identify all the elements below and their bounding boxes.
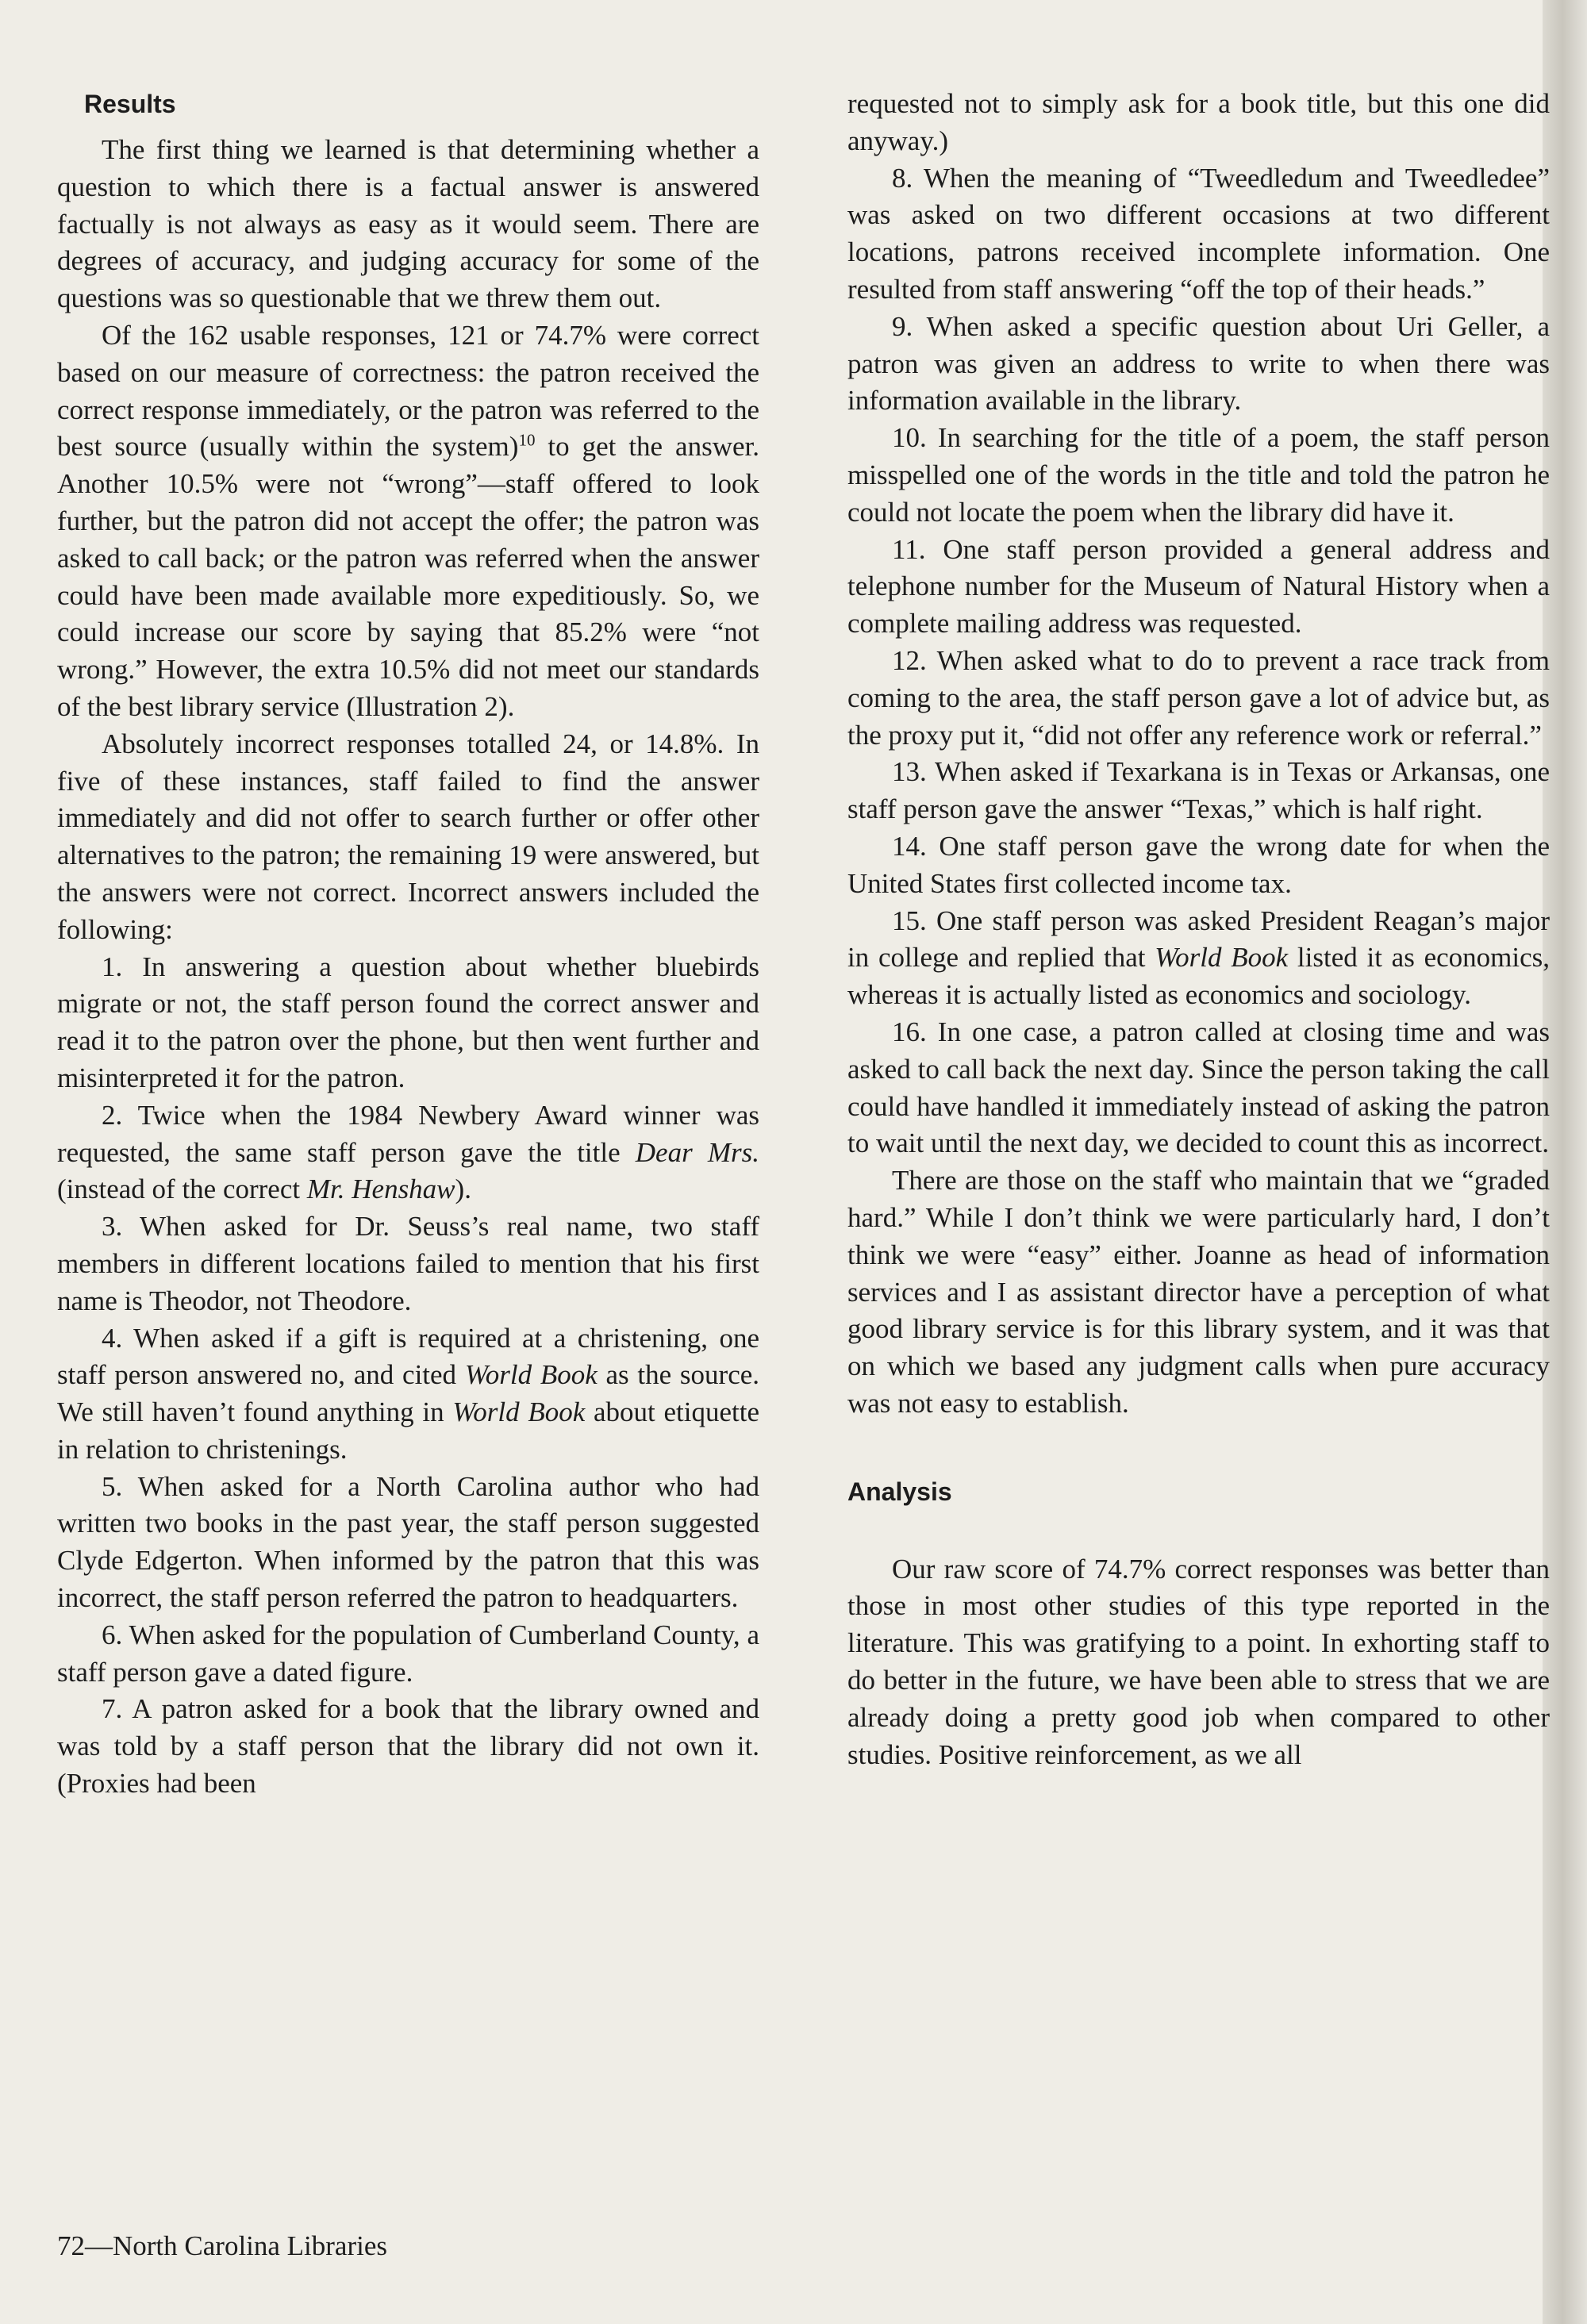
page-footer-folio: 72—North Carolina Libraries	[57, 2230, 388, 2261]
book-title: World Book	[1155, 942, 1289, 974]
results-heading: Results	[84, 90, 176, 118]
paragraph-text: 4. When asked if a gift is required at a christening, one staff person answered no, and cited	[57, 1322, 759, 1391]
paragraph-text: 2. Twice when the 1984 Newbery Award winner was requested, the same staff person gave the title	[57, 1099, 759, 1168]
list-item-11: 11. One staff person provided a general address and telephone number for the Museum of Natural History when a complete mailing address was requested.	[847, 533, 1550, 640]
list-item-2	[57, 1097, 759, 1208]
book-title: Mr. Henshaw	[306, 1174, 455, 1205]
list-item-6: 6. When asked for the population of Cumberland County, a staff person gave a dated figure.	[57, 1619, 759, 1688]
paragraph-raw-score: Our raw score of 74.7% correct responses was better than those in most other studies of this type reported in the literature. This was gratifying to a point. In exhorting staff to do better in the future, we have been able to stress that we are already doing a pretty good job when compared to other studies. Positive reinforcement, as we all	[847, 1553, 1550, 1770]
list-item-13: 13. When asked if Texarkana is in Texas or Arkansas, one staff person gave the answer “Texas,” which is half right.	[847, 756, 1550, 825]
book-title: World Book	[452, 1396, 586, 1428]
list-item-16: 16. In one case, a patron called at closing time and was asked to call back the next day. Since the person taking the call could have handled it immediately instead of asking the patron to wait until the next day, we decided to count this as incorrect.	[847, 1016, 1550, 1159]
paragraph-text: as the source. We still haven’t found anything in	[57, 1359, 760, 1428]
paragraph-graded-hard: There are those on the staff who maintain that we “graded hard.” While I don’t think we were particularly hard, I don’t think we were “easy” either. Joanne as head of information services and I as assistant director have a perception of what good library service is for this library system, and it was that on which we based any judgment calls when pure accuracy was not easy to establish.	[847, 1165, 1550, 1419]
paragraph-first-learned: The first thing we learned is that determining whether a question to which there is a factual answer is answered factually is not always as easy as it would seem. There are degrees of accuracy, and judging accuracy for some of the questions was so questionable that we threw them out.	[57, 134, 759, 314]
list-item-1: 1. In answering a question about whether bluebirds migrate or not, the staff person found the correct answer and read it to the patron over the phone, but then went further and misinterpreted it for the patron.	[57, 951, 759, 1093]
footnote-ref: 10	[518, 430, 536, 450]
paragraph-text: Of the 162 usable responses, 121 or 74.7% were correct based on our measure of correctness: the patron received the correct response immediately, or the patron was referred to the best source (usually within the system)	[57, 319, 759, 463]
paragraph-incorrect-responses: Absolutely incorrect responses totalled 24, or 14.8%. In five of these instances, staff failed to find the answer immediately and did not offer to search further or offer other alternatives to the patron; the remaining 19 were answered, but the answers were not correct. Incorrect answers included the following:	[57, 728, 759, 945]
list-item-9: 9. When asked a specific question about Uri Geller, a patron was given an address to write to when there was information available in the library.	[847, 310, 1550, 417]
paragraph-text: ).	[455, 1174, 471, 1205]
list-item-12: 12. When asked what to do to prevent a race track from coming to the area, the staff person gave a lot of advice but, as the proxy put it, “did not offer any reference work or referral.”	[847, 644, 1550, 751]
book-title: World Book	[464, 1359, 598, 1391]
list-item-4	[57, 1320, 759, 1469]
list-item-14: 14. One staff person gave the wrong date for when the United States first collected income tax.	[847, 830, 1550, 899]
paragraph-text: about etiquette in relation to christenings.	[57, 1396, 759, 1465]
list-item-7: 7. A patron asked for a book that the library owned and was told by a staff person that the library did not own it. (Proxies had been	[57, 1693, 759, 1800]
list-item-10: 10. In searching for the title of a poem, the staff person misspelled one of the words in the title and told the patron he could not locate the poem when the library did have it.	[847, 422, 1550, 528]
left-column	[57, 86, 759, 1803]
list-item-3: 3. When asked for Dr. Seuss’s real name, two staff members in different locations failed to mention that his first name is Theodor, not Theodore.	[57, 1211, 759, 1316]
list-item-8: 8. When the meaning of “Tweedledum and Tweedledee” was asked on two different occasions at two different locations, patrons received incomplete information. One resulted from staff answering “off the top of their heads.”	[847, 162, 1550, 305]
paragraph-text: 15. One staff person was asked President Reagan’s major in college and replied that	[847, 905, 1550, 974]
book-title: Dear Mrs.	[635, 1136, 759, 1168]
list-item-15	[847, 903, 1550, 1014]
analysis-heading: Analysis	[847, 1477, 952, 1506]
paragraph-text: listed it as economics, whereas it is actually listed as economics and sociology.	[847, 942, 1550, 1011]
list-item-5: 5. When asked for a North Carolina author who had written two books in the past year, the staff person suggested Clyde Edgerton. When informed by the patron that this was incorrect, the staff person referred the patron to headquarters.	[57, 1470, 759, 1614]
paragraph-text: (instead of the correct	[57, 1174, 307, 1205]
list-item-7-continued: requested not to simply ask for a book title, but this one did anyway.)	[847, 88, 1550, 156]
paragraph-usable-responses	[57, 317, 759, 726]
right-column	[847, 86, 1550, 1773]
paragraph-text: to get the answer. Another 10.5% were not “wrong”—staff offered to look further, but the patron did not accept the offer; the patron was asked to call back; or the patron was referred when the answer could have been made available more expeditiously. So, we could increase our score by saying that 85.2% were “not wrong.” However, the extra 10.5% did not meet our standards of the best library service (Illustration 2).	[57, 431, 760, 722]
